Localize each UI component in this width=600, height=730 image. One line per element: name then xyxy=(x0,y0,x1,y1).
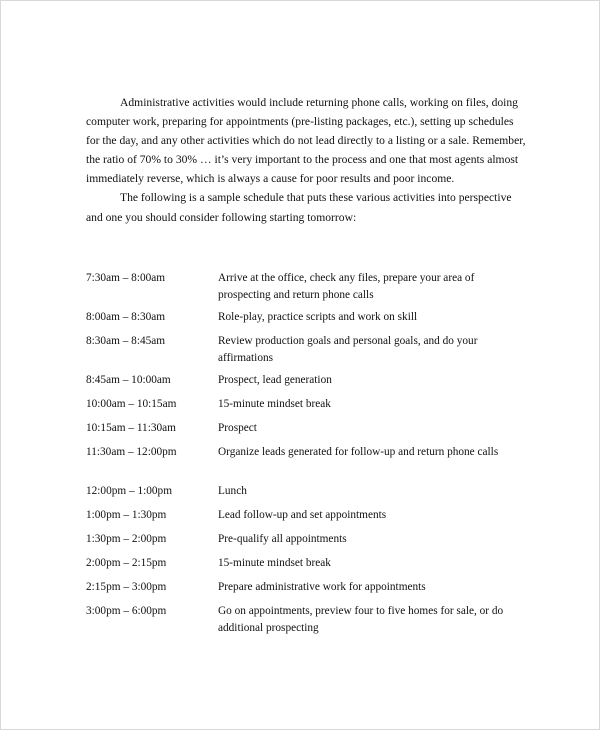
schedule-time: 1:30pm – 2:00pm xyxy=(86,533,167,545)
schedule-activity: Prospect xyxy=(218,422,257,434)
schedule-activity: Review production goals and personal goals, and do your affirmations xyxy=(218,335,478,364)
schedule-activity: Arrive at the office, check any files, prepare your area of prospecting and return phone calls xyxy=(218,272,475,301)
schedule-activity: 15-minute mindset break xyxy=(218,557,331,569)
schedule-row xyxy=(86,444,526,461)
schedule-row xyxy=(86,270,526,303)
schedule-activity: Pre-qualify all appointments xyxy=(218,533,347,545)
schedule-activity: Prepare administrative work for appointments xyxy=(218,581,426,593)
schedule-row xyxy=(86,507,526,524)
schedule-activity: Lunch xyxy=(218,485,247,497)
schedule-time: 2:00pm – 2:15pm xyxy=(86,557,167,569)
schedule-time: 11:30am – 12:00pm xyxy=(86,446,177,458)
schedule-activity: Go on appointments, preview four to five homes for sale, or do additional prospecting xyxy=(218,605,504,634)
schedule-row xyxy=(86,396,526,413)
schedule-row xyxy=(86,555,526,572)
schedule-time: 10:00am – 10:15am xyxy=(86,398,177,410)
schedule-time: 1:00pm – 1:30pm xyxy=(86,509,167,521)
schedule-time: 8:00am – 8:30am xyxy=(86,311,166,323)
schedule-time: 12:00pm – 1:00pm xyxy=(86,485,172,497)
schedule-activity: Organize leads generated for follow-up and return phone calls xyxy=(218,446,499,458)
schedule-time: 8:45am – 10:00am xyxy=(86,374,171,386)
schedule-activity: Prospect, lead generation xyxy=(218,374,332,386)
schedule-time: 7:30am – 8:00am xyxy=(86,272,166,284)
schedule-row xyxy=(86,483,526,500)
schedule-time: 3:00pm – 6:00pm xyxy=(86,605,167,617)
schedule-time: 8:30am – 8:45am xyxy=(86,335,166,347)
schedule-time: 2:15pm – 3:00pm xyxy=(86,581,167,593)
intro-paragraph: Administrative activities would include returning phone calls, working on files, doing computer work, preparing for appointments (pre-listing packages, etc.), setting up schedules for the day, and any other activities which do not lead directly to a listing or a sale. Remember, the ratio of 70% to 30% … it’s very important to the process and one that most agents almost immediately reverse, which is always a cause for poor results and poor income. xyxy=(86,96,526,186)
schedule-activity: Lead follow-up and set appointments xyxy=(218,509,387,521)
schedule-time: 10:15am – 11:30am xyxy=(86,422,176,434)
schedule-row xyxy=(86,372,526,389)
schedule-row xyxy=(86,420,526,437)
schedule-activity: Role-play, practice scripts and work on skill xyxy=(218,311,418,323)
schedule-row xyxy=(86,579,526,596)
document-body xyxy=(86,93,526,227)
schedule-row xyxy=(86,603,526,636)
schedule-intro-paragraph: The following is a sample schedule that puts these various activities into perspective and one you should consider following starting tomorrow: xyxy=(86,191,512,224)
schedule-activity: 15-minute mindset break xyxy=(218,398,331,410)
schedule-row xyxy=(86,309,526,326)
schedule-row xyxy=(86,333,526,366)
schedule-row xyxy=(86,531,526,548)
